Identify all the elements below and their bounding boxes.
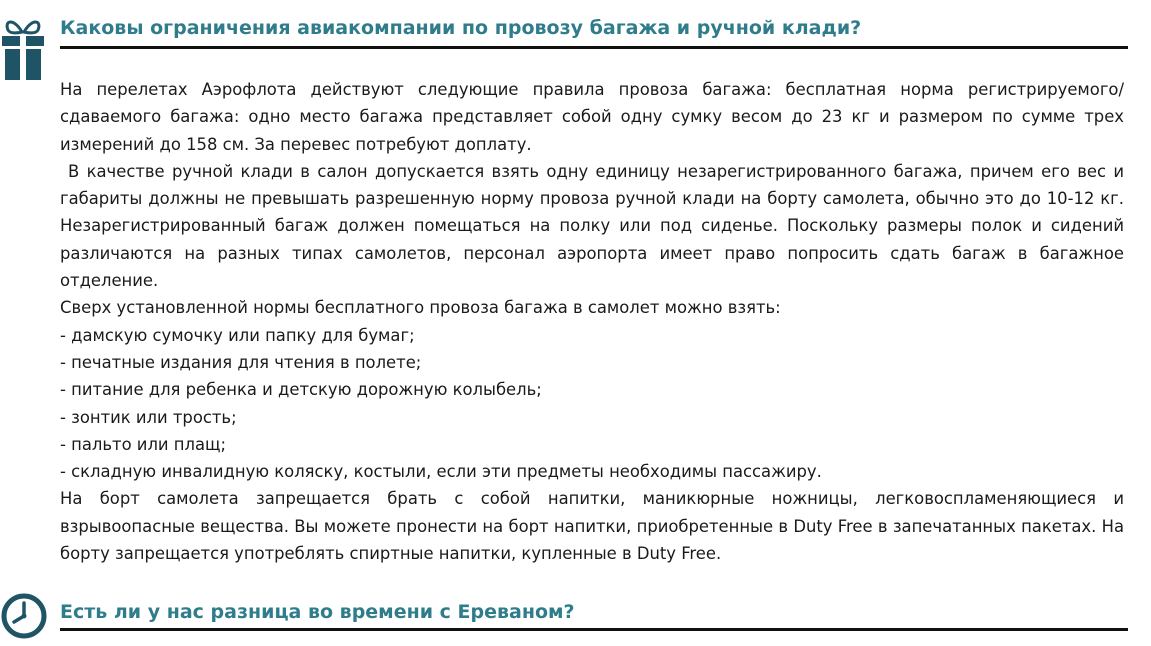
article-body [60,76,1124,567]
clock-icon [0,590,48,646]
section-time-difference [0,585,1151,646]
list-item: - дамскую сумочку или папку для бумаг; [60,325,415,345]
list-item: - печатные издания для чтения в полете; [60,352,422,372]
heading-underline [60,628,1128,631]
list-item: - складную инвалидную коляску, костыли, если эти предметы необходимы пассажиру. [60,462,822,482]
paragraph: На перелетах Аэрофлота действуют следующие правила провоза багажа: бесплатная норма регистрируемого/сдаваемого багажа: одно место багажа представляет собой одну сумку весом до 23 кг и размером по сумме трех измерений до 158 см. За перевес потребуют доплату. [60,80,1124,154]
list-item: - зонтик или трость; [60,407,237,427]
list-item: - пальто или плащ; [60,434,226,454]
paragraph: В качестве ручной клади в салон допускается взять одну единицу незарегистрированного багажа, причем его вес и габариты должны не превышать разрешенную норму провоза ручной клади на борту самолета, обычно это до 10-12 кг. Незарегистрированный багаж должен помещаться на полку или под сиденье. Поскольку размеры полок и сидений различаются на разных типах самолетов, персонал аэропорта имеет право попросить сдать багаж в багажное отделение. [60,161,1124,291]
paragraph: Сверх установленной нормы бесплатного провоза багажа в самолет можно взять: [60,298,781,318]
section-heading: Есть ли у нас разница во времени с Ереваном? [60,601,575,623]
list-item: - питание для ребенка и детскую дорожную колыбель; [60,380,542,400]
section-heading: Каковы ограничения авиакомпании по провозу багажа и ручной клади? [60,17,862,39]
heading-underline [60,46,1128,49]
paragraph: На борт самолета запрещается брать с собой напитки, маникюрные ножницы, легковоспламеняющиеся и взрывоопасные вещества. Вы можете пронести на борт напитки, приобретенные в Duty Free в запечатанных пакетах. На борту запрещается употреблять спиртные напитки, купленные в Duty Free. [60,489,1124,564]
allowed-items-list [60,322,1124,486]
gift-icon [0,14,46,86]
